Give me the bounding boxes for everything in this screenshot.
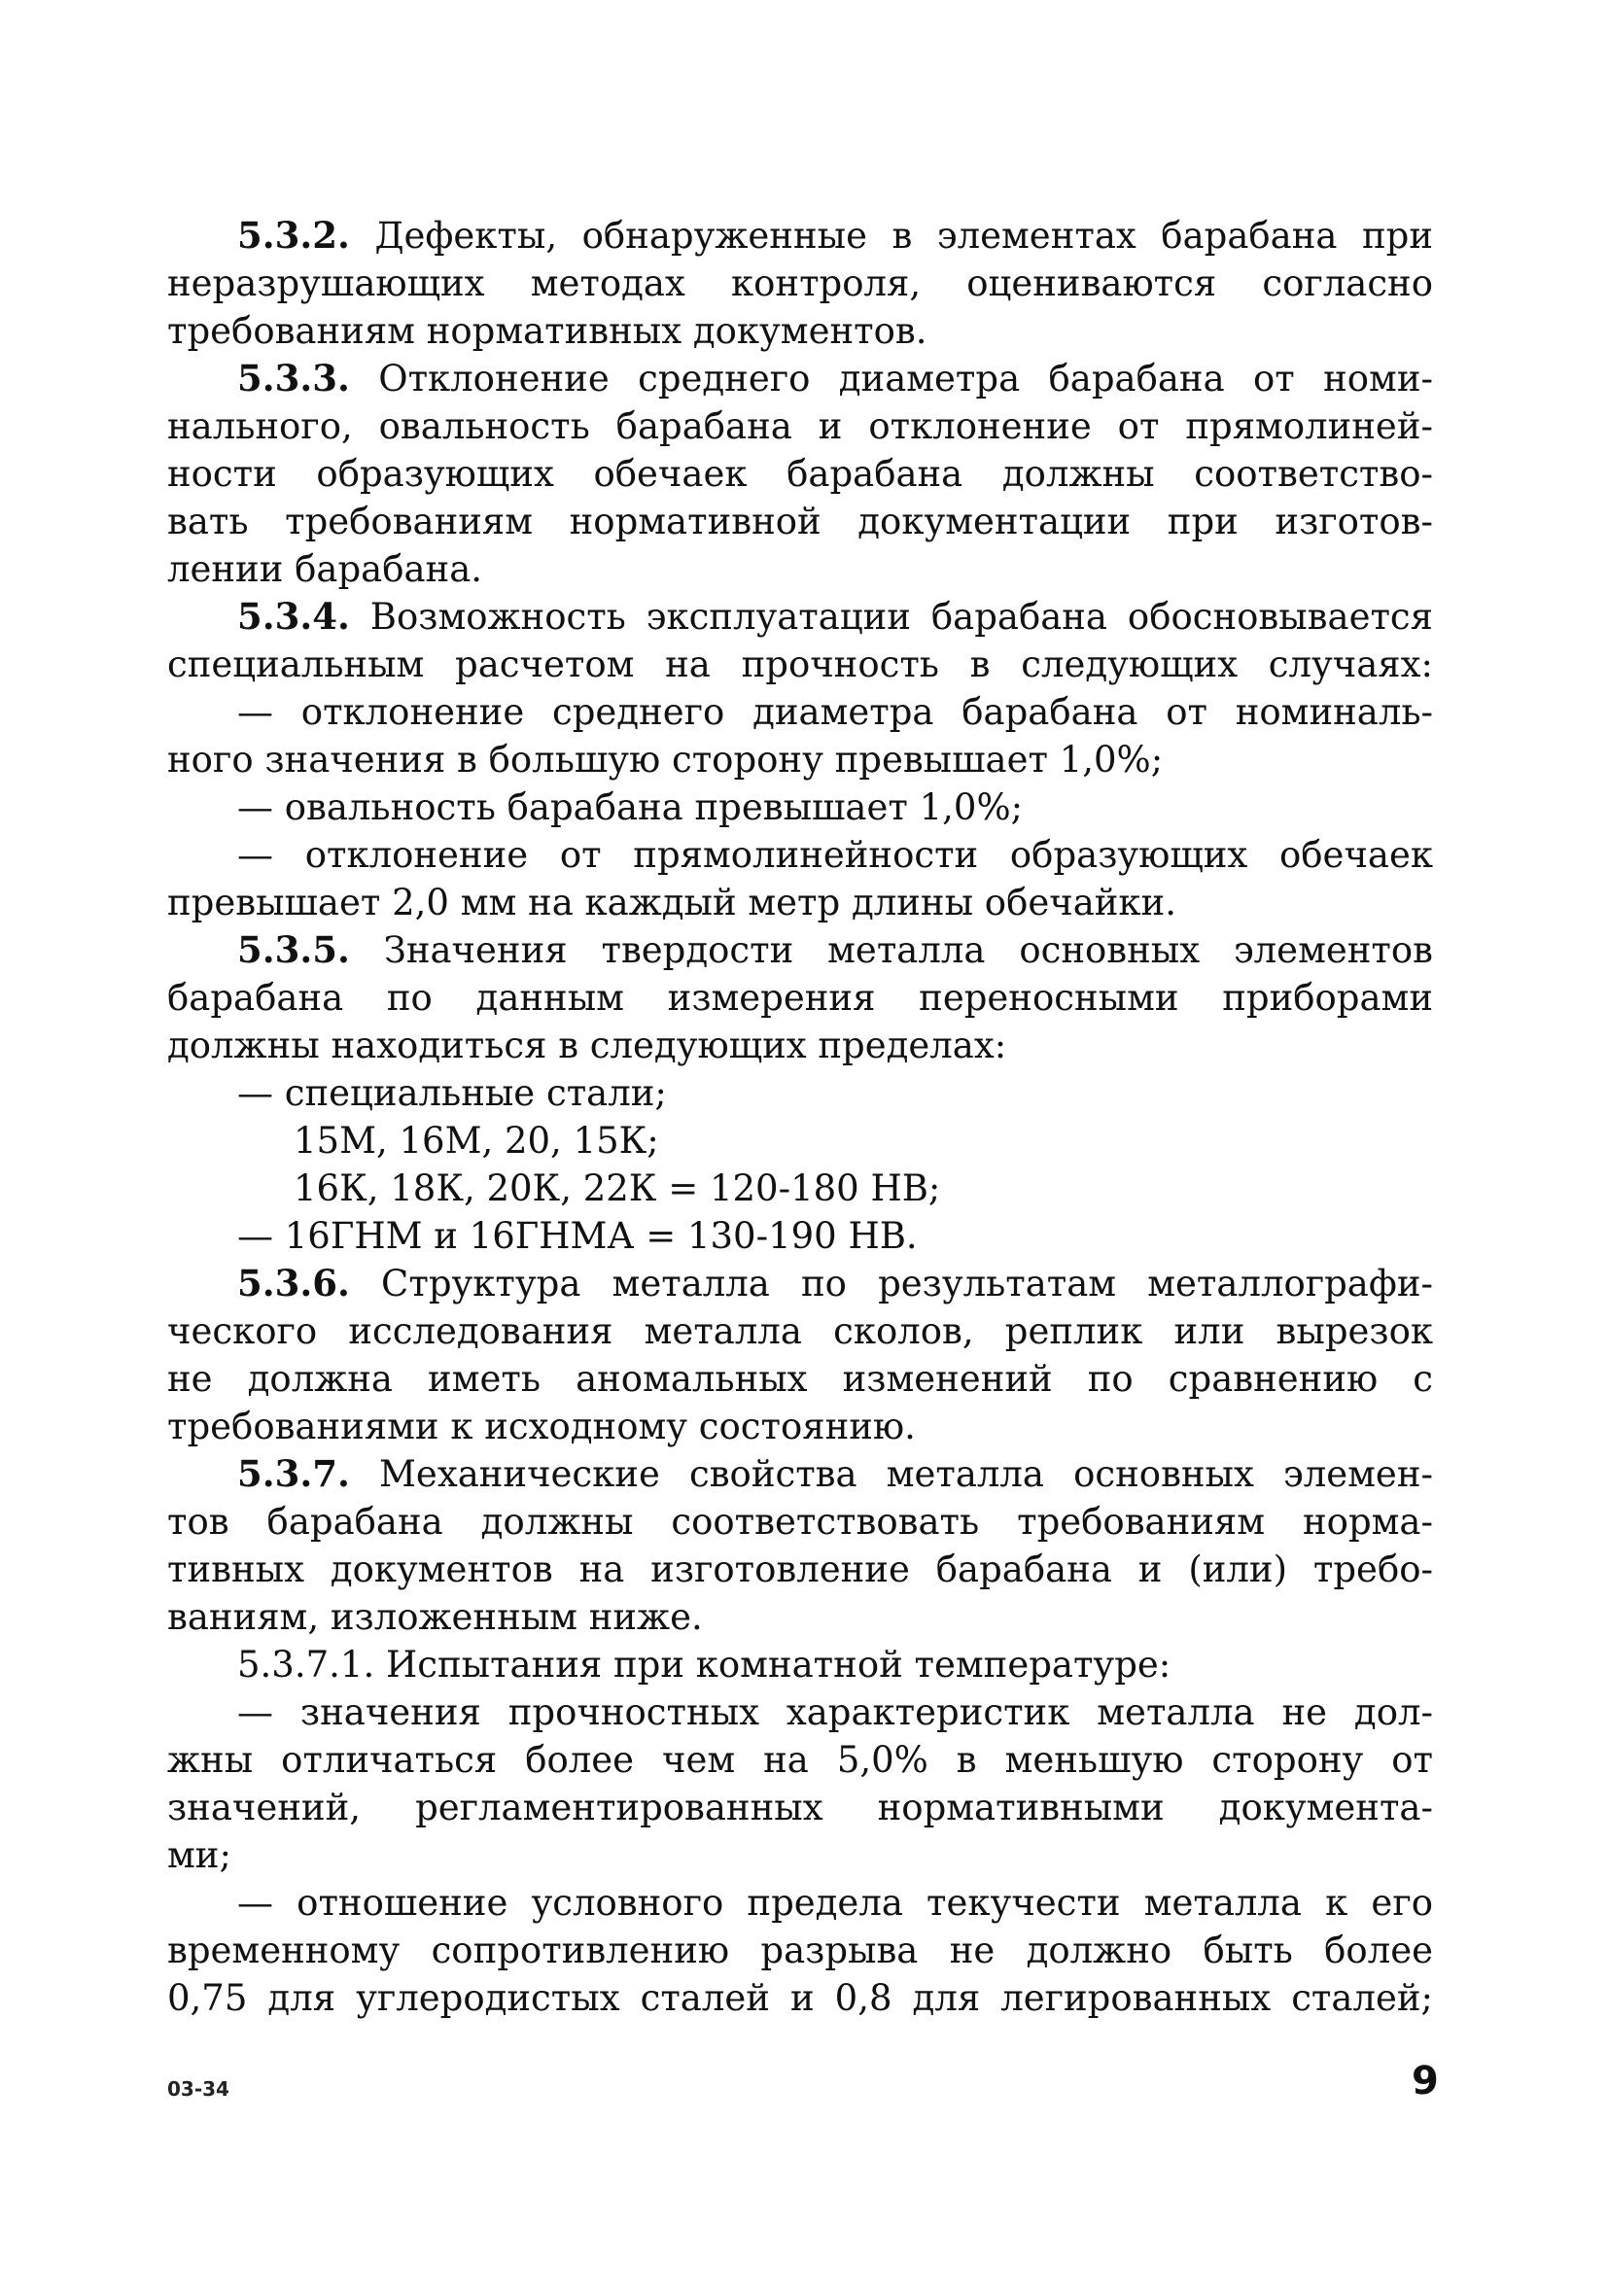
text-line: 5.3.5. Значения твердости металла основных элементов — [237, 928, 1433, 971]
section-5-3-2 — [167, 212, 1433, 355]
text-line: барабана по данным измерения переносными приборами — [167, 977, 1433, 1019]
text-line: временному сопротивлению разрыва не должно быть более — [167, 1930, 1433, 1971]
text-line: вать требованиям нормативной документации при изготов- — [167, 501, 1433, 542]
section-5-3-6 — [167, 1260, 1433, 1450]
section-number: 5.3.6. — [237, 1262, 350, 1305]
text-line: тов барабана должны соответствовать требованиям норма- — [167, 1501, 1433, 1543]
text-line: неразрушающих методах контроля, оцениваются согласно — [167, 262, 1433, 304]
text-line: лении барабана. — [167, 548, 483, 590]
text-line: нального, овальность барабана и отклонение от прямолиней- — [167, 405, 1433, 447]
section-number: 5.3.2. — [237, 214, 350, 257]
list-item: — овальность барабана превышает 1,0%; — [237, 786, 1024, 828]
subsection-heading: 5.3.7.1. Испытания при комнатной температуре: — [237, 1644, 1171, 1686]
list-item: — значения прочностных характеристик металла не дол- — [237, 1691, 1433, 1733]
list-item: — 16ГНМ и 16ГНМА = 130-190 НВ. — [237, 1215, 918, 1257]
footer-code: 03-34 — [167, 2077, 229, 2101]
list-item: — отклонение от прямолинейности образующих обечаек — [237, 834, 1433, 876]
section-number: 5.3.7. — [237, 1452, 350, 1495]
section-5-3-4 — [167, 593, 1433, 926]
text-line: ми; — [167, 1834, 231, 1876]
text-line: превышает 2,0 мм на каждый метр длины обечайки. — [167, 882, 1176, 923]
list-item: 15М, 16М, 20, 15К; — [294, 1120, 659, 1162]
list-item: — специальные стали; — [237, 1072, 667, 1114]
text-line: должны находиться в следующих пределах: — [167, 1025, 1007, 1066]
section-5-3-3 — [167, 355, 1433, 593]
text-line: тивных документов на изготовление барабана и (или) требо- — [167, 1548, 1433, 1590]
section-5-3-5 — [167, 926, 1433, 1260]
section-number: 5.3.5. — [237, 928, 350, 971]
list-item: — отклонение среднего диаметра барабана от номиналь- — [237, 691, 1433, 733]
list-item: 16К, 18К, 20К, 22К = 120-180 НВ; — [294, 1167, 941, 1209]
text-line: 0,75 для углеродистых сталей и 0,8 для легированных сталей; — [167, 1977, 1433, 2019]
text-line: 5.3.7. Механические свойства металла основных элемен- — [237, 1452, 1433, 1495]
text-line: специальным расчетом на прочность в следующих случаях: — [167, 644, 1433, 685]
text-line: значений, регламентированных нормативными документа- — [167, 1787, 1433, 1828]
text-line: требованиям нормативных документов. — [167, 310, 927, 352]
text-line: 5.3.3. Отклонение среднего диаметра барабана от номи- — [237, 357, 1433, 400]
text-line: не должна иметь аномальных изменений по сравнению с — [167, 1358, 1433, 1400]
section-5-3-7 — [167, 1450, 1433, 2022]
document-body — [167, 212, 1433, 2022]
text-line: ваниям, изложенным ниже. — [167, 1596, 703, 1638]
text-line: ности образующих обечаек барабана должны соответство- — [167, 453, 1433, 495]
text-line: 5.3.2. Дефекты, обнаруженные в элементах барабана при — [237, 214, 1433, 257]
page-number: 9 — [1412, 2059, 1439, 2104]
list-item: — отношение условного предела текучести металла к его — [237, 1882, 1433, 1924]
text-line: ческого исследования металла сколов, реплик или вырезок — [167, 1310, 1433, 1352]
section-number: 5.3.4. — [237, 595, 350, 638]
text-line: 5.3.4. Возможность эксплуатации барабана обосновывается — [237, 595, 1433, 638]
section-number: 5.3.3. — [237, 357, 350, 400]
text-line: ного значения в большую сторону превышает 1,0%; — [167, 739, 1164, 781]
text-line: жны отличаться более чем на 5,0% в меньшую сторону от — [167, 1739, 1433, 1781]
text-line: 5.3.6. Структура металла по результатам металлографи- — [237, 1262, 1433, 1305]
text-line: требованиями к исходному состоянию. — [167, 1406, 916, 1447]
